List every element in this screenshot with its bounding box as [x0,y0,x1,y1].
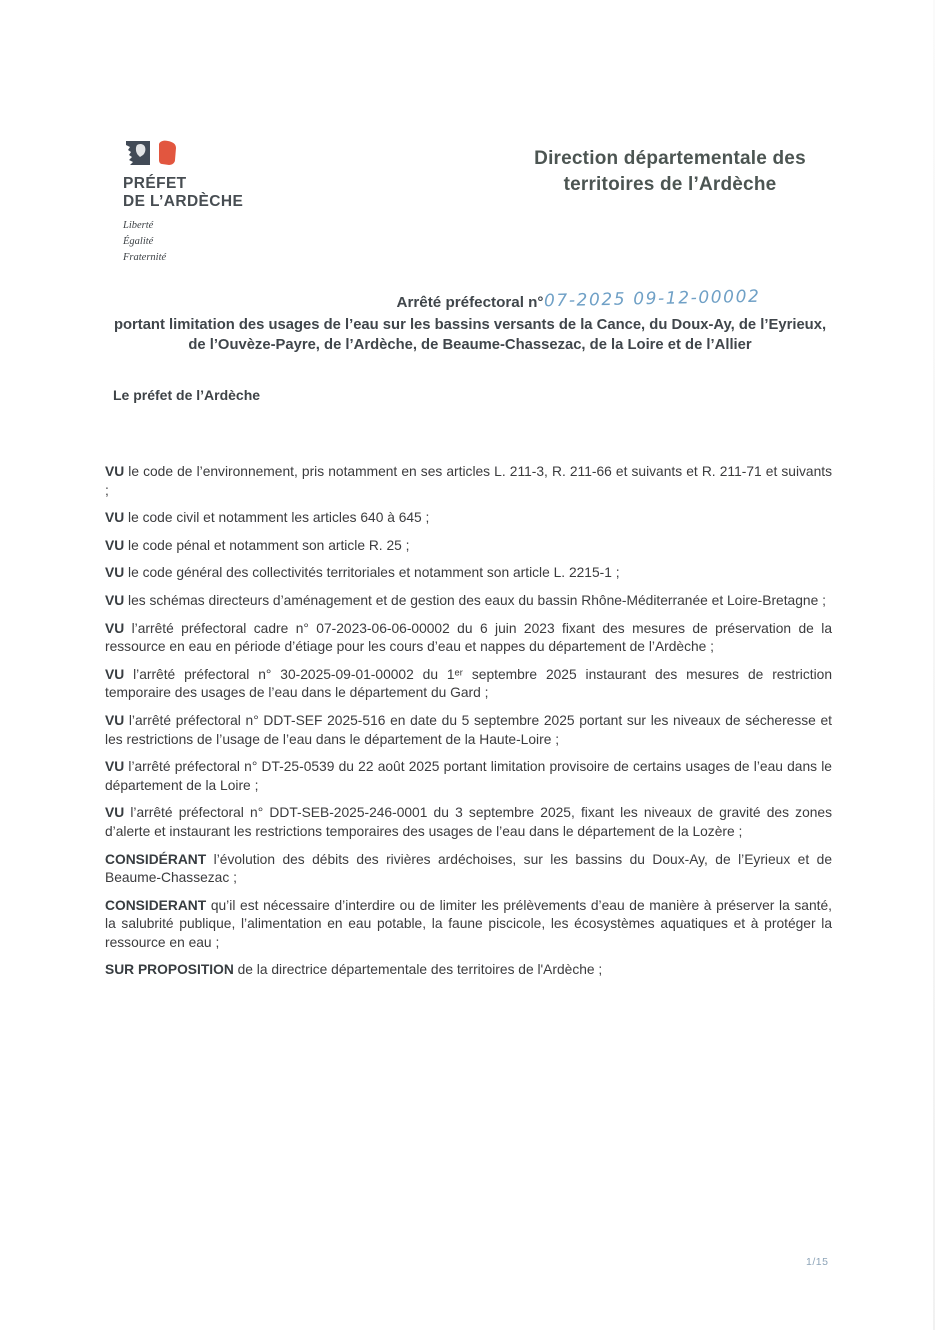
scan-edge-artifact [933,0,935,1330]
handwritten-decree-number: 07-2025 09-12-00002 [543,286,761,312]
document-paragraph [105,712,832,749]
paragraph-lead: VU [105,666,125,682]
paragraph-lead: VU [105,592,125,608]
direction-line2: territoires de l’Ardèche [563,174,777,196]
document-paragraph [105,592,832,611]
republique-logo [123,138,343,266]
motto-fraternite: Fraternité [123,252,167,264]
paragraph-text: le code pénal et notamment son article R. 25 ; [124,537,410,553]
title-block [109,286,831,355]
paragraph-text: l’arrêté préfectoral n° DT-25-0539 du 22 août 2025 portant limitation provisoire de certains usages de l’eau dans le département de la Loire ; [105,759,832,793]
document-paragraph [105,620,832,657]
document-paragraph [105,666,832,703]
paragraph-text: l’arrêté préfectoral n° 30-2025-09-01-00002 du 1ᵉʳ septembre 2025 instaurant des mesures de restriction temporaire des usages de l’eau dans le département du Gard ; [105,666,832,701]
title-subtitle: portant limitation des usages de l’eau sur les bassins versants de la Cance, du Doux-Ay, de l’Eyrieux, de l’Ouvèze-Payre, de l’Ardèche, de Beaume-Chassezac, de la Loire et de l’Allier [113,317,827,353]
document-paragraph [105,537,832,556]
document-paragraph [105,463,832,500]
document-paragraph [105,758,832,795]
paragraph-lead: SUR PROPOSITION [105,962,234,978]
page-number: 1/15 [806,1256,829,1268]
document-paragraph [105,961,832,980]
paragraph-text: l’arrêté préfectoral cadre n° 07-2023-06-06-00002 du 6 juin 2023 fixant des mesures de préservation de la ressource en eau en période d’étiage pour les cours d’eau et nappes du département de l’Ardèche ; [105,620,832,655]
author-line: Le préfet de l’Ardèche [113,387,261,403]
paragraph-text: l’évolution des débits des rivières ardéchoises, sur les bassins du Doux-Ay, de l’Eyrieux et de Beaume-Chassezac ; [105,851,832,886]
paragraph-lead: VU [105,805,125,821]
paragraph-lead: VU [105,510,125,526]
marianne-flag-icon [123,138,185,170]
motto-liberte: Liberté [123,219,154,231]
paragraph-lead: VU [105,759,125,775]
paragraph-text: le code civil et notamment les articles 640 à 645 ; [124,510,430,526]
paragraph-lead: VU [105,565,125,581]
paragraph-lead: VU [105,712,125,728]
direction-header [488,146,852,198]
document-paragraph [105,804,832,841]
logo-prefet-line2: DE L’ARDÈCHE [123,193,244,211]
paragraph-text: l’arrêté préfectoral n° DDT-SEF 2025-516 en date du 5 septembre 2025 portant sur les niveaux de sécheresse et les restrictions de l’usage de l’eau dans le département de la Haute-Loire ; [105,712,832,747]
document-body [105,463,832,989]
title-prefix: Arrêté préfectoral n° 07-2025 09-12-00002 [396,286,761,312]
motto-egalite: Égalité [123,235,154,247]
logo-motto [123,218,343,267]
paragraph-text: le code de l’environnement, pris notamment en ses articles L. 211-3, R. 211-66 et suivants et R. 211-71 et suivants ; [105,464,832,498]
document-paragraph [105,509,832,528]
paragraph-text: le code général des collectivités territoriales et notamment son article L. 2215-1 ; [124,565,620,581]
paragraph-text: de la directrice départementale des territoires de l'Ardèche ; [233,962,603,978]
document-paragraph [105,851,832,888]
document-paragraph [105,564,832,583]
logo-prefet-line1: PRÉFET [123,175,187,192]
paragraph-text: les schémas directeurs d’aménagement et de gestion des eaux du bassin Rhône-Méditerranée et Loire-Bretagne ; [124,592,826,608]
document-paragraph [105,897,832,953]
paragraph-text: l’arrêté préfectoral n° DDT-SEB-2025-246-0001 du 3 septembre 2025, fixant les niveaux de gravité des zones d’alerte et instaurant les restrictions temporaires des usages de l’eau dans le département de la Lozère ; [105,805,832,839]
paragraph-lead: CONSIDÉRANT [105,851,207,867]
direction-line1: Direction départementale des [534,148,806,169]
paragraph-lead: VU [105,620,125,636]
paragraph-lead: VU [105,464,125,479]
paragraph-text: qu’il est nécessaire d’interdire ou de limiter les prélèvements d’eau de manière à préserver la santé, la salubrité publique, l’alimentation en eau potable, la faune piscicole, les écosystèmes aquatiques et à protéger la ressource en eau ; [105,897,832,950]
paragraph-lead: CONSIDERANT [105,897,207,913]
paragraph-lead: VU [105,537,125,553]
